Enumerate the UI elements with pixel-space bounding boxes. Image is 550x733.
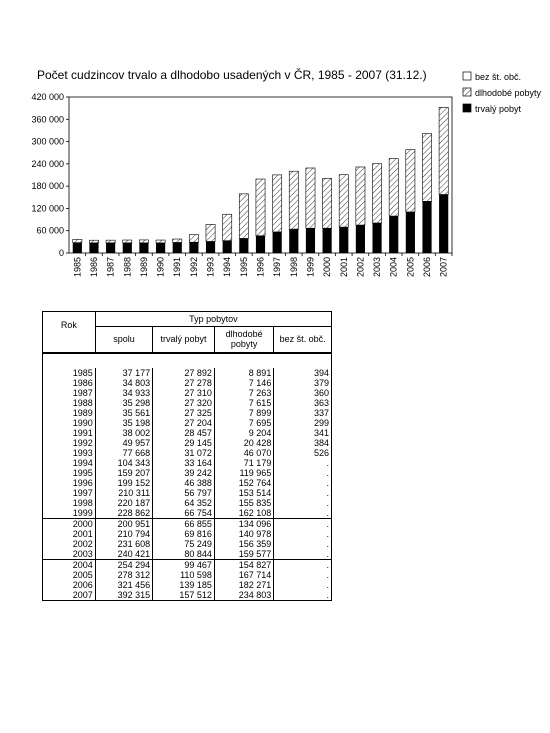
table-row [43, 519, 332, 530]
y-tick-label: 60 000 [36, 225, 64, 236]
value-cell: 66 754 [153, 508, 215, 519]
x-tick-label: 2001 [338, 257, 349, 278]
bar-dlhodobe-pobyty [422, 134, 431, 202]
value-cell: 77 668 [95, 448, 152, 458]
value-cell: 35 298 [95, 398, 152, 408]
year-cell: 1999 [43, 508, 96, 519]
value-cell: 34 933 [95, 388, 152, 398]
bar-trvaly-pobyt [106, 243, 115, 253]
value-cell: 110 598 [153, 570, 215, 580]
x-tick-label: 1992 [188, 257, 199, 278]
col-header: spolu [95, 326, 152, 353]
bar-dlhodobe-pobyty [289, 171, 298, 229]
value-cell: 46 070 [214, 448, 273, 458]
value-cell: 35 198 [95, 418, 152, 428]
bar-dlhodobe-pobyty [106, 240, 115, 243]
value-cell: 240 421 [95, 549, 152, 560]
value-cell: 278 312 [95, 570, 152, 580]
chart-legend [463, 72, 542, 114]
year-cell: 2002 [43, 539, 96, 549]
bar-dlhodobe-pobyty [139, 240, 148, 243]
bar-dlhodobe-pobyty [439, 107, 448, 194]
table-row [43, 549, 332, 560]
bar-dlhodobe-pobyty [189, 235, 198, 243]
x-tick-label: 1989 [138, 257, 149, 278]
x-tick-label: 2005 [405, 257, 416, 278]
bar-trvaly-pobyt [139, 243, 148, 253]
value-cell: 157 512 [153, 590, 215, 601]
value-cell: 33 164 [153, 458, 215, 468]
table-row [43, 529, 332, 539]
value-cell: 27 892 [153, 368, 215, 378]
x-tick-label: 1997 [272, 257, 283, 278]
chart-title: Počet cudzincov trvalo a dlhodobo usadených v ČR, 1985 - 2007 (31.12.) [37, 68, 427, 82]
bar-trvaly-pobyt [223, 241, 232, 253]
x-tick-label: 2002 [355, 257, 366, 278]
x-tick-label: 1991 [172, 257, 183, 278]
x-tick-label: 1998 [288, 257, 299, 278]
value-cell: 526 [274, 448, 332, 458]
value-cell: 199 152 [95, 478, 152, 488]
x-tick-label: 1995 [238, 257, 249, 278]
table-row [43, 388, 332, 398]
value-cell: 7 146 [214, 378, 273, 388]
rok-header: Rok [43, 312, 96, 354]
bar-dlhodobe-pobyty [89, 240, 98, 243]
bar-trvaly-pobyt [339, 227, 348, 253]
bar-trvaly-pobyt [173, 242, 182, 253]
table-row [43, 488, 332, 498]
value-cell: . [274, 508, 332, 519]
bar-dlhodobe-pobyty [406, 150, 415, 212]
value-cell: 27 325 [153, 408, 215, 418]
y-tick-label: 120 000 [31, 203, 64, 214]
table-row [43, 438, 332, 448]
table-row [43, 428, 332, 438]
legend-swatch [463, 104, 471, 112]
table-row [43, 560, 332, 571]
x-tick-label: 2004 [388, 257, 399, 278]
year-cell: 1995 [43, 468, 96, 478]
value-cell: 49 957 [95, 438, 152, 448]
value-cell: 220 187 [95, 498, 152, 508]
value-cell: 39 242 [153, 468, 215, 478]
bar-dlhodobe-pobyty [206, 224, 215, 241]
value-cell: 134 096 [214, 519, 273, 530]
bar-dlhodobe-pobyty [156, 240, 165, 243]
bar-trvaly-pobyt [422, 201, 431, 253]
table-row [43, 570, 332, 580]
value-cell: 162 108 [214, 508, 273, 519]
year-cell: 2005 [43, 570, 96, 580]
value-cell: 28 457 [153, 428, 215, 438]
bar-dlhodobe-pobyty [123, 240, 132, 243]
x-tick-label: 1993 [205, 257, 216, 278]
bar-trvaly-pobyt [206, 241, 215, 253]
value-cell: . [274, 549, 332, 560]
bar-dlhodobe-pobyty [323, 178, 332, 228]
bar-dlhodobe-pobyty [173, 239, 182, 242]
col-header: trvalý pobyt [153, 326, 215, 353]
value-cell: . [274, 478, 332, 488]
value-cell: 27 278 [153, 378, 215, 388]
table-row [43, 508, 332, 519]
value-cell: 159 577 [214, 549, 273, 560]
year-cell: 1989 [43, 408, 96, 418]
table-row [43, 478, 332, 488]
bar-trvaly-pobyt [73, 243, 82, 253]
value-cell: 360 [274, 388, 332, 398]
value-cell: 394 [274, 368, 332, 378]
value-cell: 153 514 [214, 488, 273, 498]
bar-dlhodobe-pobyty [223, 214, 232, 240]
value-cell: 75 249 [153, 539, 215, 549]
value-cell: 379 [274, 378, 332, 388]
bar-dlhodobe-pobyty [73, 239, 82, 242]
value-cell: 159 207 [95, 468, 152, 478]
value-cell: 69 816 [153, 529, 215, 539]
y-tick-label: 180 000 [31, 181, 64, 192]
x-tick-label: 1985 [72, 257, 83, 278]
value-cell: 228 862 [95, 508, 152, 519]
y-tick-label: 360 000 [31, 114, 64, 125]
table-row [43, 580, 332, 590]
table-spacer [43, 353, 332, 368]
legend-label: trvalý pobyt [475, 104, 522, 114]
year-cell: 1990 [43, 418, 96, 428]
value-cell: 7 695 [214, 418, 273, 428]
table-row [43, 408, 332, 418]
value-cell: 299 [274, 418, 332, 428]
year-cell: 1992 [43, 438, 96, 448]
legend-label: bez št. obč. [475, 72, 522, 82]
value-cell: 200 951 [95, 519, 152, 530]
bar-trvaly-pobyt [406, 212, 415, 253]
value-cell: 337 [274, 408, 332, 418]
bar-dlhodobe-pobyty [306, 168, 315, 228]
bar-trvaly-pobyt [389, 216, 398, 253]
table-row [43, 539, 332, 549]
value-cell: 139 185 [153, 580, 215, 590]
year-cell: 1996 [43, 478, 96, 488]
value-cell: 38 002 [95, 428, 152, 438]
value-cell: . [274, 488, 332, 498]
value-cell: 29 145 [153, 438, 215, 448]
col-header: bez št. obč. [274, 326, 332, 353]
bar-trvaly-pobyt [439, 194, 448, 253]
x-tick-label: 1987 [105, 257, 116, 278]
year-cell: 1991 [43, 428, 96, 438]
bar-trvaly-pobyt [189, 242, 198, 253]
value-cell: 119 965 [214, 468, 273, 478]
value-cell: 31 072 [153, 448, 215, 458]
y-tick-label: 0 [58, 248, 64, 258]
value-cell: 254 294 [95, 560, 152, 571]
bar-dlhodobe-pobyty [356, 167, 365, 225]
value-cell: . [274, 590, 332, 601]
value-cell: 7 899 [214, 408, 273, 418]
year-cell: 1987 [43, 388, 96, 398]
value-cell: 363 [274, 398, 332, 408]
value-cell: 234 803 [214, 590, 273, 601]
col-header: dlhodobé pobyty [214, 326, 273, 353]
value-cell: 27 320 [153, 398, 215, 408]
year-cell: 2003 [43, 549, 96, 560]
value-cell: . [274, 519, 332, 530]
table-row [43, 590, 332, 601]
year-cell: 2007 [43, 590, 96, 601]
value-cell: 34 803 [95, 378, 152, 388]
year-cell: 1997 [43, 488, 96, 498]
value-cell: 80 844 [153, 549, 215, 560]
value-cell: . [274, 560, 332, 571]
bar-trvaly-pobyt [123, 243, 132, 253]
year-cell: 1994 [43, 458, 96, 468]
legend-label: dlhodobé pobyty [475, 88, 542, 98]
x-tick-label: 2003 [372, 257, 383, 278]
value-cell: 140 978 [214, 529, 273, 539]
value-cell: 384 [274, 438, 332, 448]
bar-dlhodobe-pobyty [372, 164, 381, 223]
value-cell: 155 835 [214, 498, 273, 508]
value-cell: 56 797 [153, 488, 215, 498]
legend-swatch [463, 72, 471, 80]
value-cell: . [274, 529, 332, 539]
year-cell: 1985 [43, 368, 96, 378]
x-tick-label: 1999 [305, 257, 316, 278]
year-cell: 1993 [43, 448, 96, 458]
value-cell: 231 608 [95, 539, 152, 549]
year-cell: 2001 [43, 529, 96, 539]
value-cell: 8 891 [214, 368, 273, 378]
value-cell: 64 352 [153, 498, 215, 508]
value-cell: 46 388 [153, 478, 215, 488]
x-tick-label: 2000 [322, 257, 333, 278]
value-cell: 71 179 [214, 458, 273, 468]
year-cell: 2004 [43, 560, 96, 571]
value-cell: 99 467 [153, 560, 215, 571]
value-cell: . [274, 468, 332, 478]
value-cell: 66 855 [153, 519, 215, 530]
value-cell: 182 271 [214, 580, 273, 590]
value-cell: 9 204 [214, 428, 273, 438]
x-tick-label: 2006 [422, 257, 433, 278]
bar-trvaly-pobyt [156, 243, 165, 253]
table-row [43, 458, 332, 468]
value-cell: 341 [274, 428, 332, 438]
bar-trvaly-pobyt [256, 236, 265, 253]
value-cell: 156 359 [214, 539, 273, 549]
table-row [43, 368, 332, 378]
x-tick-label: 1996 [255, 257, 266, 278]
bar-trvaly-pobyt [306, 228, 315, 253]
value-cell: . [274, 458, 332, 468]
x-tick-label: 1988 [122, 257, 133, 278]
bar-dlhodobe-pobyty [389, 159, 398, 217]
table-row [43, 468, 332, 478]
value-cell: 7 263 [214, 388, 273, 398]
value-cell: 167 714 [214, 570, 273, 580]
value-cell: 152 764 [214, 478, 273, 488]
bar-trvaly-pobyt [372, 223, 381, 253]
value-cell: 27 204 [153, 418, 215, 428]
table-row [43, 498, 332, 508]
value-cell: . [274, 580, 332, 590]
value-cell: 7 615 [214, 398, 273, 408]
y-tick-label: 420 000 [31, 92, 64, 102]
table-row [43, 448, 332, 458]
data-table [42, 311, 332, 601]
table-row [43, 418, 332, 428]
bar-trvaly-pobyt [289, 229, 298, 253]
value-cell: 210 311 [95, 488, 152, 498]
value-cell: . [274, 539, 332, 549]
value-cell: 35 561 [95, 408, 152, 418]
year-cell: 2006 [43, 580, 96, 590]
value-cell: 321 456 [95, 580, 152, 590]
x-tick-label: 1990 [155, 257, 166, 278]
bar-dlhodobe-pobyty [273, 175, 282, 232]
year-cell: 2000 [43, 519, 96, 530]
legend-swatch [463, 88, 471, 96]
x-tick-label: 1986 [88, 257, 99, 278]
value-cell: 27 310 [153, 388, 215, 398]
group-header: Typ pobytov [95, 312, 331, 327]
value-cell: 210 794 [95, 529, 152, 539]
chart [0, 0, 550, 300]
year-cell: 1988 [43, 398, 96, 408]
year-cell: 1986 [43, 378, 96, 388]
table-row [43, 378, 332, 388]
bar-dlhodobe-pobyty [339, 175, 348, 227]
value-cell: 20 428 [214, 438, 273, 448]
x-tick-label: 1994 [222, 257, 233, 278]
value-cell: 154 827 [214, 560, 273, 571]
value-cell: . [274, 570, 332, 580]
value-cell: . [274, 498, 332, 508]
bar-trvaly-pobyt [323, 228, 332, 253]
value-cell: 37 177 [95, 368, 152, 378]
value-cell: 392 315 [95, 590, 152, 601]
y-tick-label: 300 000 [31, 136, 64, 147]
bar-trvaly-pobyt [273, 232, 282, 253]
table-row [43, 398, 332, 408]
bar-dlhodobe-pobyty [239, 194, 248, 239]
x-tick-label: 2007 [438, 257, 449, 278]
bar-dlhodobe-pobyty [256, 179, 265, 236]
bar-trvaly-pobyt [356, 225, 365, 253]
bar-trvaly-pobyt [239, 238, 248, 253]
year-cell: 1998 [43, 498, 96, 508]
value-cell: 104 343 [95, 458, 152, 468]
y-tick-label: 240 000 [31, 158, 64, 169]
bar-trvaly-pobyt [89, 243, 98, 253]
